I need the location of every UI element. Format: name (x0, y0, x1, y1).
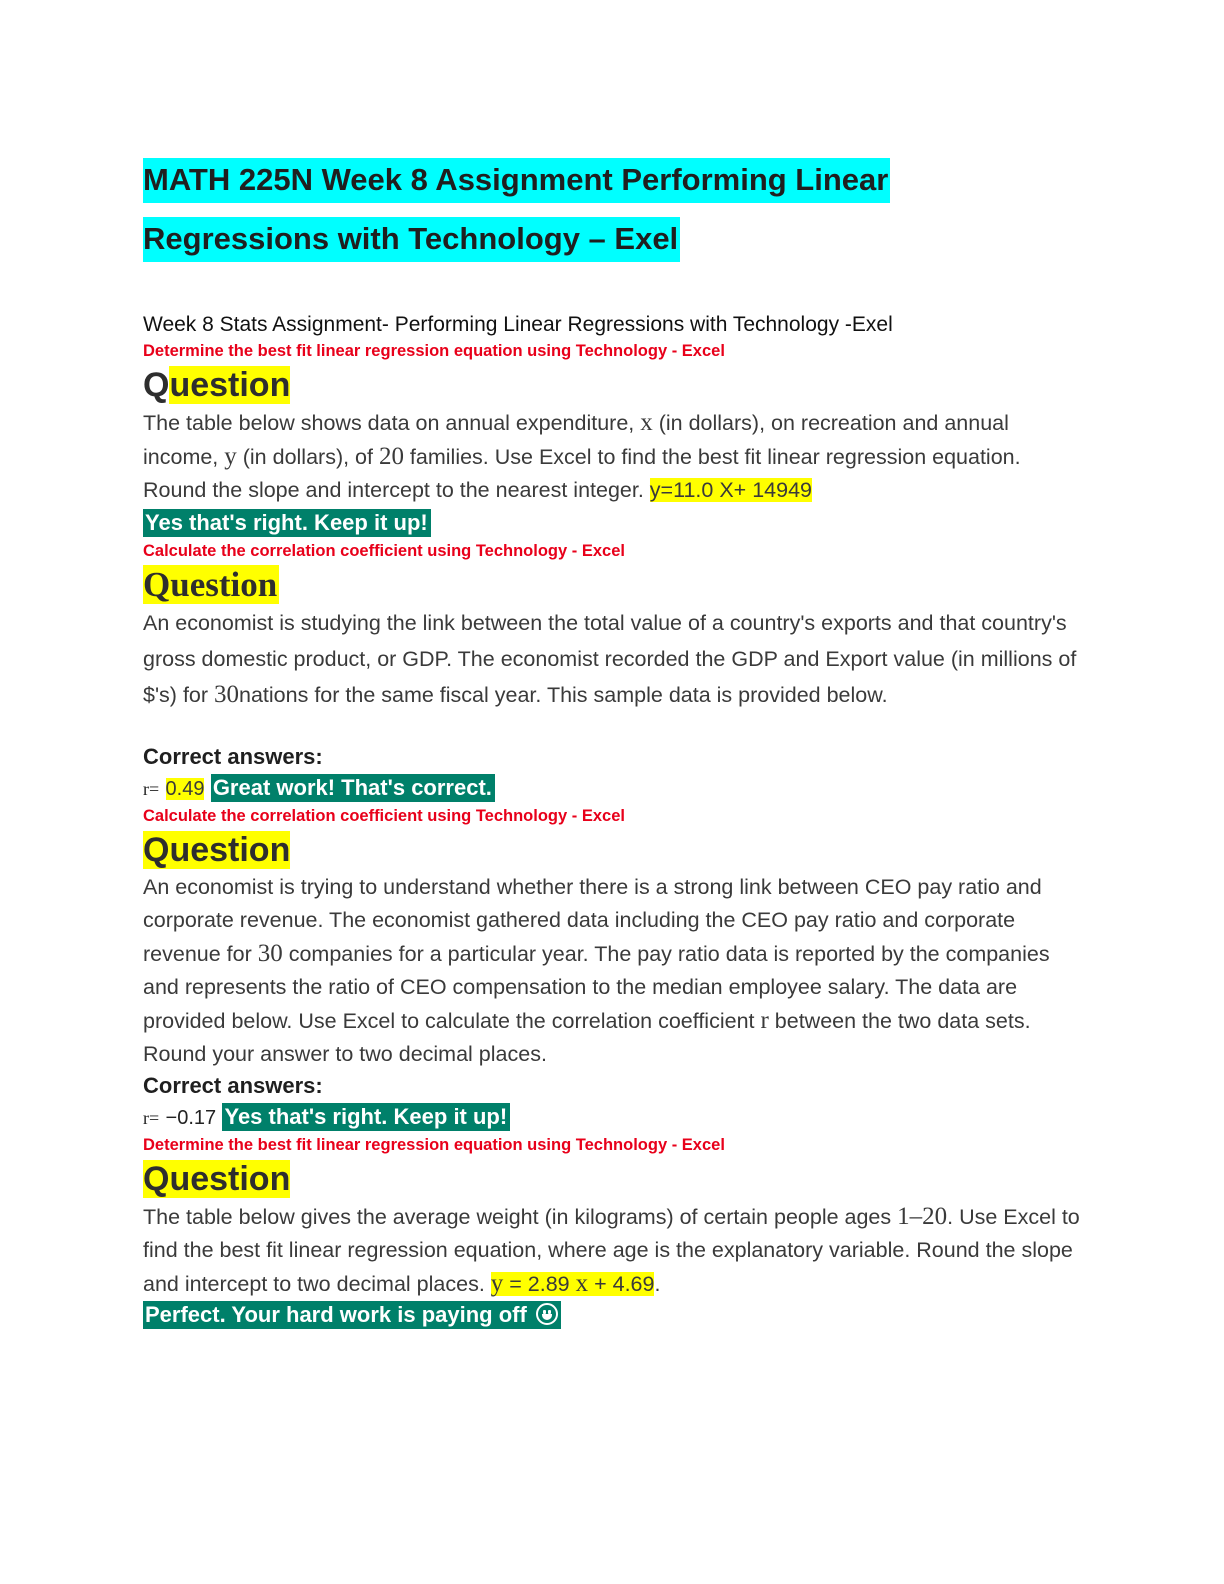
section-3-heading (143, 829, 1083, 871)
title-highlight-1: MATH 225N Week 8 Assignment Performing Linear (143, 158, 890, 203)
title-line-2 (143, 217, 1083, 262)
section-4-feedback-line (143, 1301, 1083, 1333)
q2-feedback-badge: Great work! That's correct. (211, 774, 495, 802)
title-line-1 (143, 158, 1083, 203)
q3-num: 30 (257, 939, 283, 967)
q4-answer (490, 1269, 655, 1297)
section-4-note: Determine the best fit linear regression equation using Technology - Excel (143, 1135, 725, 1154)
q4-feedback-text: Perfect. Your hard work is paying off (145, 1301, 527, 1327)
section-1-heading (143, 364, 1083, 406)
q1-text-a: The table below shows data on annual expenditure, (143, 411, 641, 435)
q2-num: 30 (214, 681, 240, 708)
subtitle: Week 8 Stats Assignment- Performing Linear Regressions with Technology -Exel (143, 313, 893, 336)
q3-text-b: companies for a particular year. The pay ratio data is reported by the companies and represents the ratio of CEO compensation to the median employee salary. The data are provided below. Use Excel to calculate the correlation coefficient (143, 941, 1050, 1033)
section-2-answer-line (143, 772, 1083, 805)
q4-text-b: . Use Excel to find the best fit linear regression equation, where age is the explanatory variable. Round the slope and intercept to two decimal places. (143, 1204, 1080, 1296)
section-2-correct-label: Correct answers: (143, 743, 323, 769)
q1-feedback-badge: Yes that's right. Keep it up! (143, 509, 431, 537)
section-1-heading-first-letter: Q (143, 366, 170, 404)
q1-text-c: (in dollars), of (236, 445, 379, 469)
section-2-question-text (143, 606, 1083, 714)
q4-answer-x: x (575, 1269, 589, 1297)
section-2-heading-highlight: Question (143, 565, 278, 604)
section-3-answer-line (143, 1101, 1083, 1134)
q3-text-a: An economist is trying to understand whether there is a strong link between CEO pay ratio and corporate revenue. The economist gathered data including the CEO pay ratio and corporate revenue for (143, 874, 1042, 966)
section-2-note: Calculate the correlation coefficient using Technology - Excel (143, 542, 625, 560)
section-4-question-text (143, 1200, 1083, 1301)
section-4-heading (143, 1158, 1083, 1200)
q1-num: 20 (378, 443, 404, 470)
smiley-icon (536, 1303, 558, 1325)
q1-text-d: families. Use Excel to find the best fit linear regression equation. Round the slope and intercept to the nearest integer. (143, 445, 1021, 502)
q4-answer-end: + 4.69 (588, 1271, 655, 1296)
q3-r-label: r= (143, 1107, 160, 1128)
section-4-heading-highlight: Question (143, 1159, 291, 1198)
section-2-heading (143, 564, 1083, 606)
section-3-correct-label: Correct answers: (143, 1072, 323, 1098)
q4-range: 1–20 (897, 1202, 948, 1230)
q4-answer-period: . (654, 1271, 661, 1296)
q3-r-value: −0.17 (165, 1106, 217, 1129)
section-1-question-text (143, 406, 1083, 540)
q1-var-y: y (224, 443, 237, 470)
section-1-note: Determine the best fit linear regression equation using Technology - Excel (143, 342, 725, 360)
section-3-question-text (143, 871, 1083, 1071)
document-page (143, 158, 1083, 1333)
q1-answer: y=11.0 X+ 14949 (649, 478, 812, 502)
q4-text-a: The table below gives the average weight (in kilograms) of certain people ages (143, 1204, 898, 1229)
section-3-heading-highlight: Question (143, 830, 291, 869)
q4-feedback-badge (143, 1301, 561, 1329)
q2-r-value: 0.49 (165, 777, 205, 800)
q2-text-a: An economist is studying the link between the total value of a country's exports and that country's gross domestic product, or GDP. The economist recorded the GDP and Export value (in millions of $'s) for (143, 611, 1077, 707)
section-1-heading-highlight: uestion (169, 366, 291, 404)
section-3-note: Calculate the correlation coefficient using Technology - Excel (143, 806, 625, 825)
q1-text-b: (in dollars), on recreation and annual income, (143, 411, 1009, 469)
q3-text-c: between the two data sets. Round your answer to two decimal places. (143, 1008, 1031, 1066)
q2-text-b: nations for the same fiscal year. This sample data is provided below. (239, 683, 888, 707)
q4-answer-mid: = 2.89 (503, 1271, 576, 1296)
title-highlight-2: Regressions with Technology – Exel (143, 217, 680, 262)
q3-var-r: r (760, 1006, 769, 1034)
q2-r-label: r= (143, 778, 160, 799)
spacer (143, 714, 1083, 742)
q1-var-x: x (640, 409, 653, 436)
q3-feedback-badge: Yes that's right. Keep it up! (222, 1103, 510, 1131)
q4-answer-y: y (490, 1269, 504, 1297)
